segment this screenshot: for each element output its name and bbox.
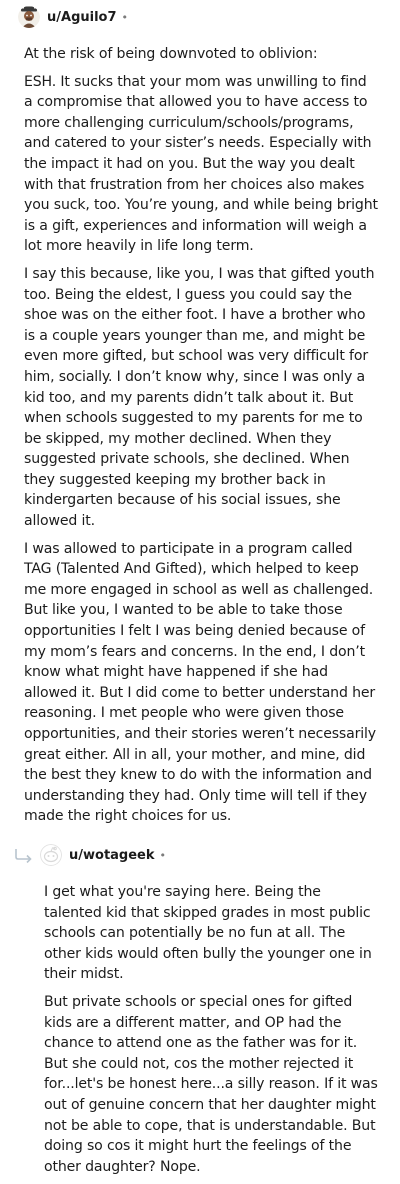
comment-header — [0, 0, 400, 34]
default-avatar-icon[interactable] — [40, 844, 62, 866]
reply-arrow-icon — [14, 847, 34, 863]
comment-paragraph: I say this because, like you, I was that gifted youth too. Being the eldest, I guess you could say the shoe was on the either foot. I have a brother who is a couple years younger than me, and might be even more gifted, but school was very difficult for him, socially. I don’t know why, since I was only a kid too, and my parents didn’t talk about it. But when schools suggested to my parents for me to be skipped, my mother declined. When they suggested private schools, she declined. When they suggested keeping my brother back in kindergarten because of his social issues, she allowed it. — [24, 265, 375, 530]
comment-paragraph: I get what you're saying here. Being the talented kid that skipped grades in most public schools can potentially be no fun at all. The other kids would often bully the younger one in their midst. — [44, 884, 372, 983]
separator-dot: • — [121, 10, 129, 24]
comment-paragraph: ESH. It sucks that your mom was unwilling to find a compromise that allowed you to have access to more challenging curriculum/schools/programs, and catered to your sister’s needs. Especially with the impact it had on you. But the way you dealt with that frustration from her choices also makes you suck, too. You’re young, and while being bright is a gift, experiences and information will weigh a lot more heavily in life long term. — [24, 73, 378, 255]
reddit-snoo-avatar-icon[interactable] — [18, 6, 40, 28]
username[interactable]: u/Aguilo7 — [47, 9, 117, 25]
comment-paragraph: But private schools or special ones for gifted kids are a different matter, and OP had the chance to attend one as the father was for it. But she could not, cos the mother rejected it for...let's be honest here...a silly reason. If it was out of genuine concern that her daughter might not be able to cope, that is understandable. But doing so cos it might hurt the feelings of the other daughter? Nope. — [44, 993, 378, 1175]
username[interactable]: u/wotageek — [69, 847, 155, 863]
comment-wotageek — [0, 838, 400, 1184]
separator-dot: • — [159, 848, 167, 862]
comment-paragraph: I was allowed to participate in a program called TAG (Talented And Gifted), which helped to keep me more engaged in school as well as challenged. But like you, I wanted to be able to take those opportunities I felt I was being denied because of my mom’s fears and concerns. In the end, I don’t know what might have happened if she had allowed it. But I did come to better understand her reasoning. I met people who were given those opportunities, and their stories weren’t necessarily great either. All in all, your mother, and mine, did the best they knew to do with the information and understanding they had. Only time will tell if they made the right choices for us. — [24, 540, 376, 825]
comment-header — [0, 838, 400, 872]
comment-paragraph: At the risk of being downvoted to oblivion: — [24, 46, 318, 62]
comment-body — [0, 872, 400, 1177]
comment-body — [0, 34, 400, 827]
